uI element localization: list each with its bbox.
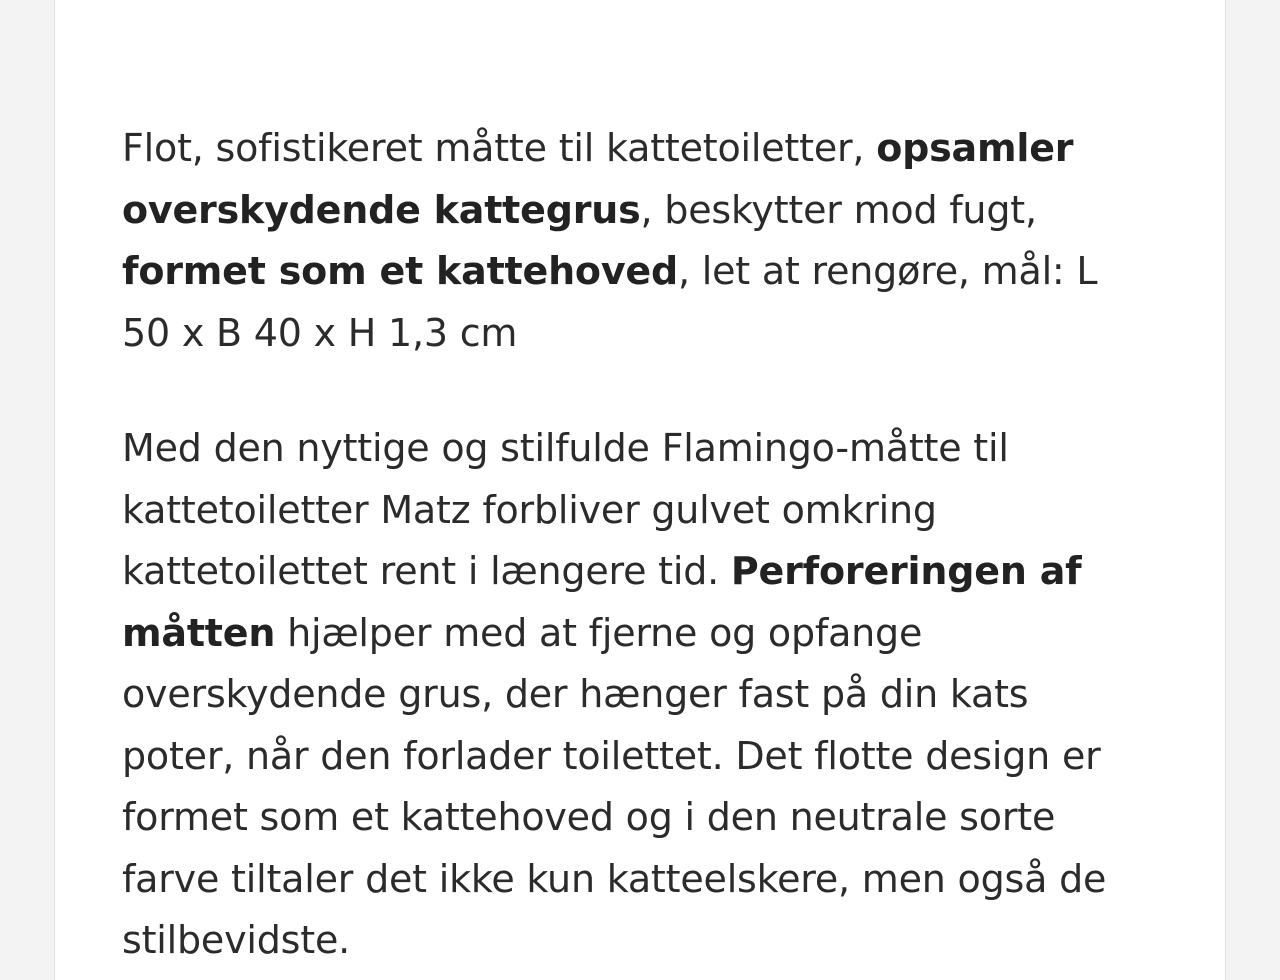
summary-bold-1: opsamler overskydende kattegrus [122,126,1074,232]
details-text-2: hjælper med at fjerne og opfange overskydende grus, der hænger fast på din kats poter, når den forlader toilettet. Det flotte design er formet som et kattehoved og i den neutrale sorte farve tiltaler det ikke kun katteelskere, men også de stilbevidste. [122,610,1107,962]
details-text-1: Med den nyttige og stilfulde Flamingo-måtte til kattetoiletter Matz forbliver gulvet omkring kattetoilettet rent i længere tid. [122,426,1009,593]
details-bold-1: Perforeringen af måtten [122,549,1082,655]
summary-bold-2: formet som et kattehoved [122,249,678,293]
description-paragraph-summary [122,118,1132,364]
summary-text-1: Flot, sofistikeret måtte til kattetoiletter, [122,126,877,170]
description-paragraph-details [122,418,1132,972]
summary-text-2: , beskytter mod fugt, [640,187,1037,232]
product-description [122,118,1132,972]
summary-text-3: , let at rengøre, mål: L 50 x B 40 x H 1,3 cm [122,249,1098,355]
